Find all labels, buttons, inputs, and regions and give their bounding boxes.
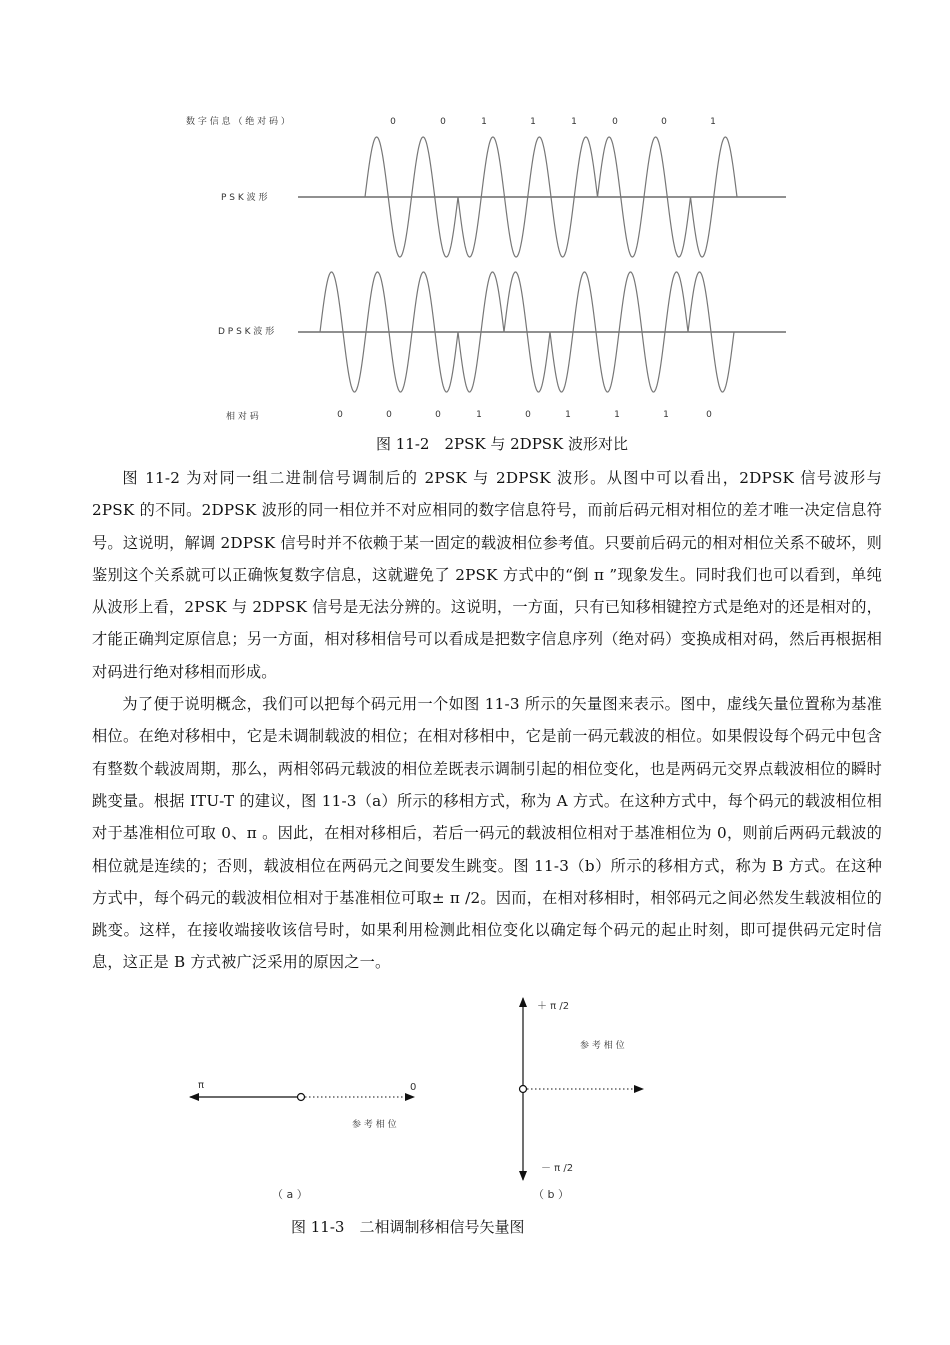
label-plus-half-pi: ＋ π /2 [537, 1001, 570, 1012]
relative-bit: 0 [706, 410, 712, 420]
body-text [92, 462, 882, 979]
origin-a [298, 1094, 305, 1101]
relative-bit: 0 [337, 410, 343, 420]
absolute-bit: 1 [481, 117, 487, 127]
relative-bit: 0 [525, 410, 531, 420]
absolute-bit: 1 [710, 117, 716, 127]
relative-bit: 1 [476, 410, 482, 420]
paragraph-1: 图 11-2 为对同一组二进制信号调制后的 2PSK 与 2DPSK 波形。从图中可以看出，2DPSK 信号波形与 2PSK 的不同。2DPSK 波形的同一相位并不对应相同的数字信息符号，而前后码元相对相位的差才唯一决定信息符号。这说明，解调 2DPSK 信号时并不依赖于某一固定的载波相位参考值。只要前后码元的相对相位关系不破坏，则鉴别这个关系就可以正确恢复数字信息，这就避免了 2PSK 方式中的“倒 π ”现象发生。同时我们也可以看到，单纯从波形上看，2PSK 与 2DPSK 信号是无法分辨的。这说明，一方面，只有已知移相键控方式是绝对的还是相对的，才能正确判定原信息；另一方面，相对移相信号可以看成是把数字信息序列（绝对码）变换成相对码，然后再根据相对码进行绝对移相而形成。 [92, 469, 882, 681]
absolute-bit: 0 [440, 117, 446, 127]
label-zero: 0 [410, 1082, 417, 1093]
label-b: （ b ） [533, 1188, 569, 1201]
absolute-code-bits [390, 117, 716, 127]
label-dpsk-waveform: D P S K 波 形 [218, 327, 275, 337]
paragraph-2: 为了便于说明概念，我们可以把每个码元用一个如图 11-3 所示的矢量图来表示。图中，虚线矢量位置称为基准相位。在绝对移相中，它是未调制载波的相位；在相对移相中，它是前一码元载波的相位。如果假设每个码元中包含有整数个载波周期，那么，两相邻码元载波的相位差既表示调制引起的相位变化，也是两码元交界点载波相位的瞬时跳变量。根据 ITU-T 的建议，图 11-3（a）所示的移相方式，称为 A 方式。在这种方式中，每个码元的载波相位相对于基准相位可取 0、π 。因此，在相对移相后，若后一码元的载波相位相对于基准相位为 0，则前后两码元载波的相位就是连续的；否则，载波相位在两码元之间要发生跳变。图 11-3（b）所示的移相方式，称为 B 方式。在这种方式中，每个码元的载波相位相对于基准相位可取± π /2。因而，在相对移相时，相邻码元之间必然发生载波相位的跳变。这样，在接收端接收该信号时，如果利用检测此相位变化以确定每个码元的起止时刻，即可提供码元定时信息，这正是 B 方式被广泛采用的原因之一。 [92, 695, 882, 972]
figure-11-2-caption: 图 11-2 2PSK 与 2DPSK 波形对比 [376, 435, 629, 453]
relative-bit: 1 [565, 410, 571, 420]
label-minus-half-pi: － π /2 [541, 1163, 574, 1174]
figure-11-3-caption: 图 11-3 二相调制移相信号矢量图 [291, 1218, 525, 1236]
relative-bit: 0 [435, 410, 441, 420]
relative-bit: 1 [614, 410, 620, 420]
absolute-bit: 0 [661, 117, 667, 127]
label-reference-phase-a: 参 考 相 位 [352, 1120, 397, 1130]
label-a: （ a ） [272, 1188, 308, 1201]
label-absolute-code: 数 字 信 息 （ 绝 对 码 ） [186, 117, 290, 127]
absolute-bit: 0 [390, 117, 396, 127]
vector-diagram-a [190, 1080, 416, 1201]
absolute-bit: 1 [571, 117, 577, 127]
label-pi: π [198, 1080, 205, 1091]
absolute-bit: 0 [612, 117, 618, 127]
relative-bit: 0 [386, 410, 392, 420]
figure-vector-diagram [0, 990, 950, 1220]
figure-psk-dpsk-waveforms [0, 0, 950, 440]
label-reference-phase-b: 参 考 相 位 [580, 1041, 625, 1051]
vector-diagram-b [520, 998, 644, 1201]
label-relative-code: 相 对 码 [226, 412, 259, 422]
relative-bit: 1 [663, 410, 669, 420]
relative-code-bits [337, 410, 712, 420]
absolute-bit: 1 [530, 117, 536, 127]
origin-b [520, 1086, 527, 1093]
label-psk-waveform: P S K 波 形 [221, 193, 268, 203]
